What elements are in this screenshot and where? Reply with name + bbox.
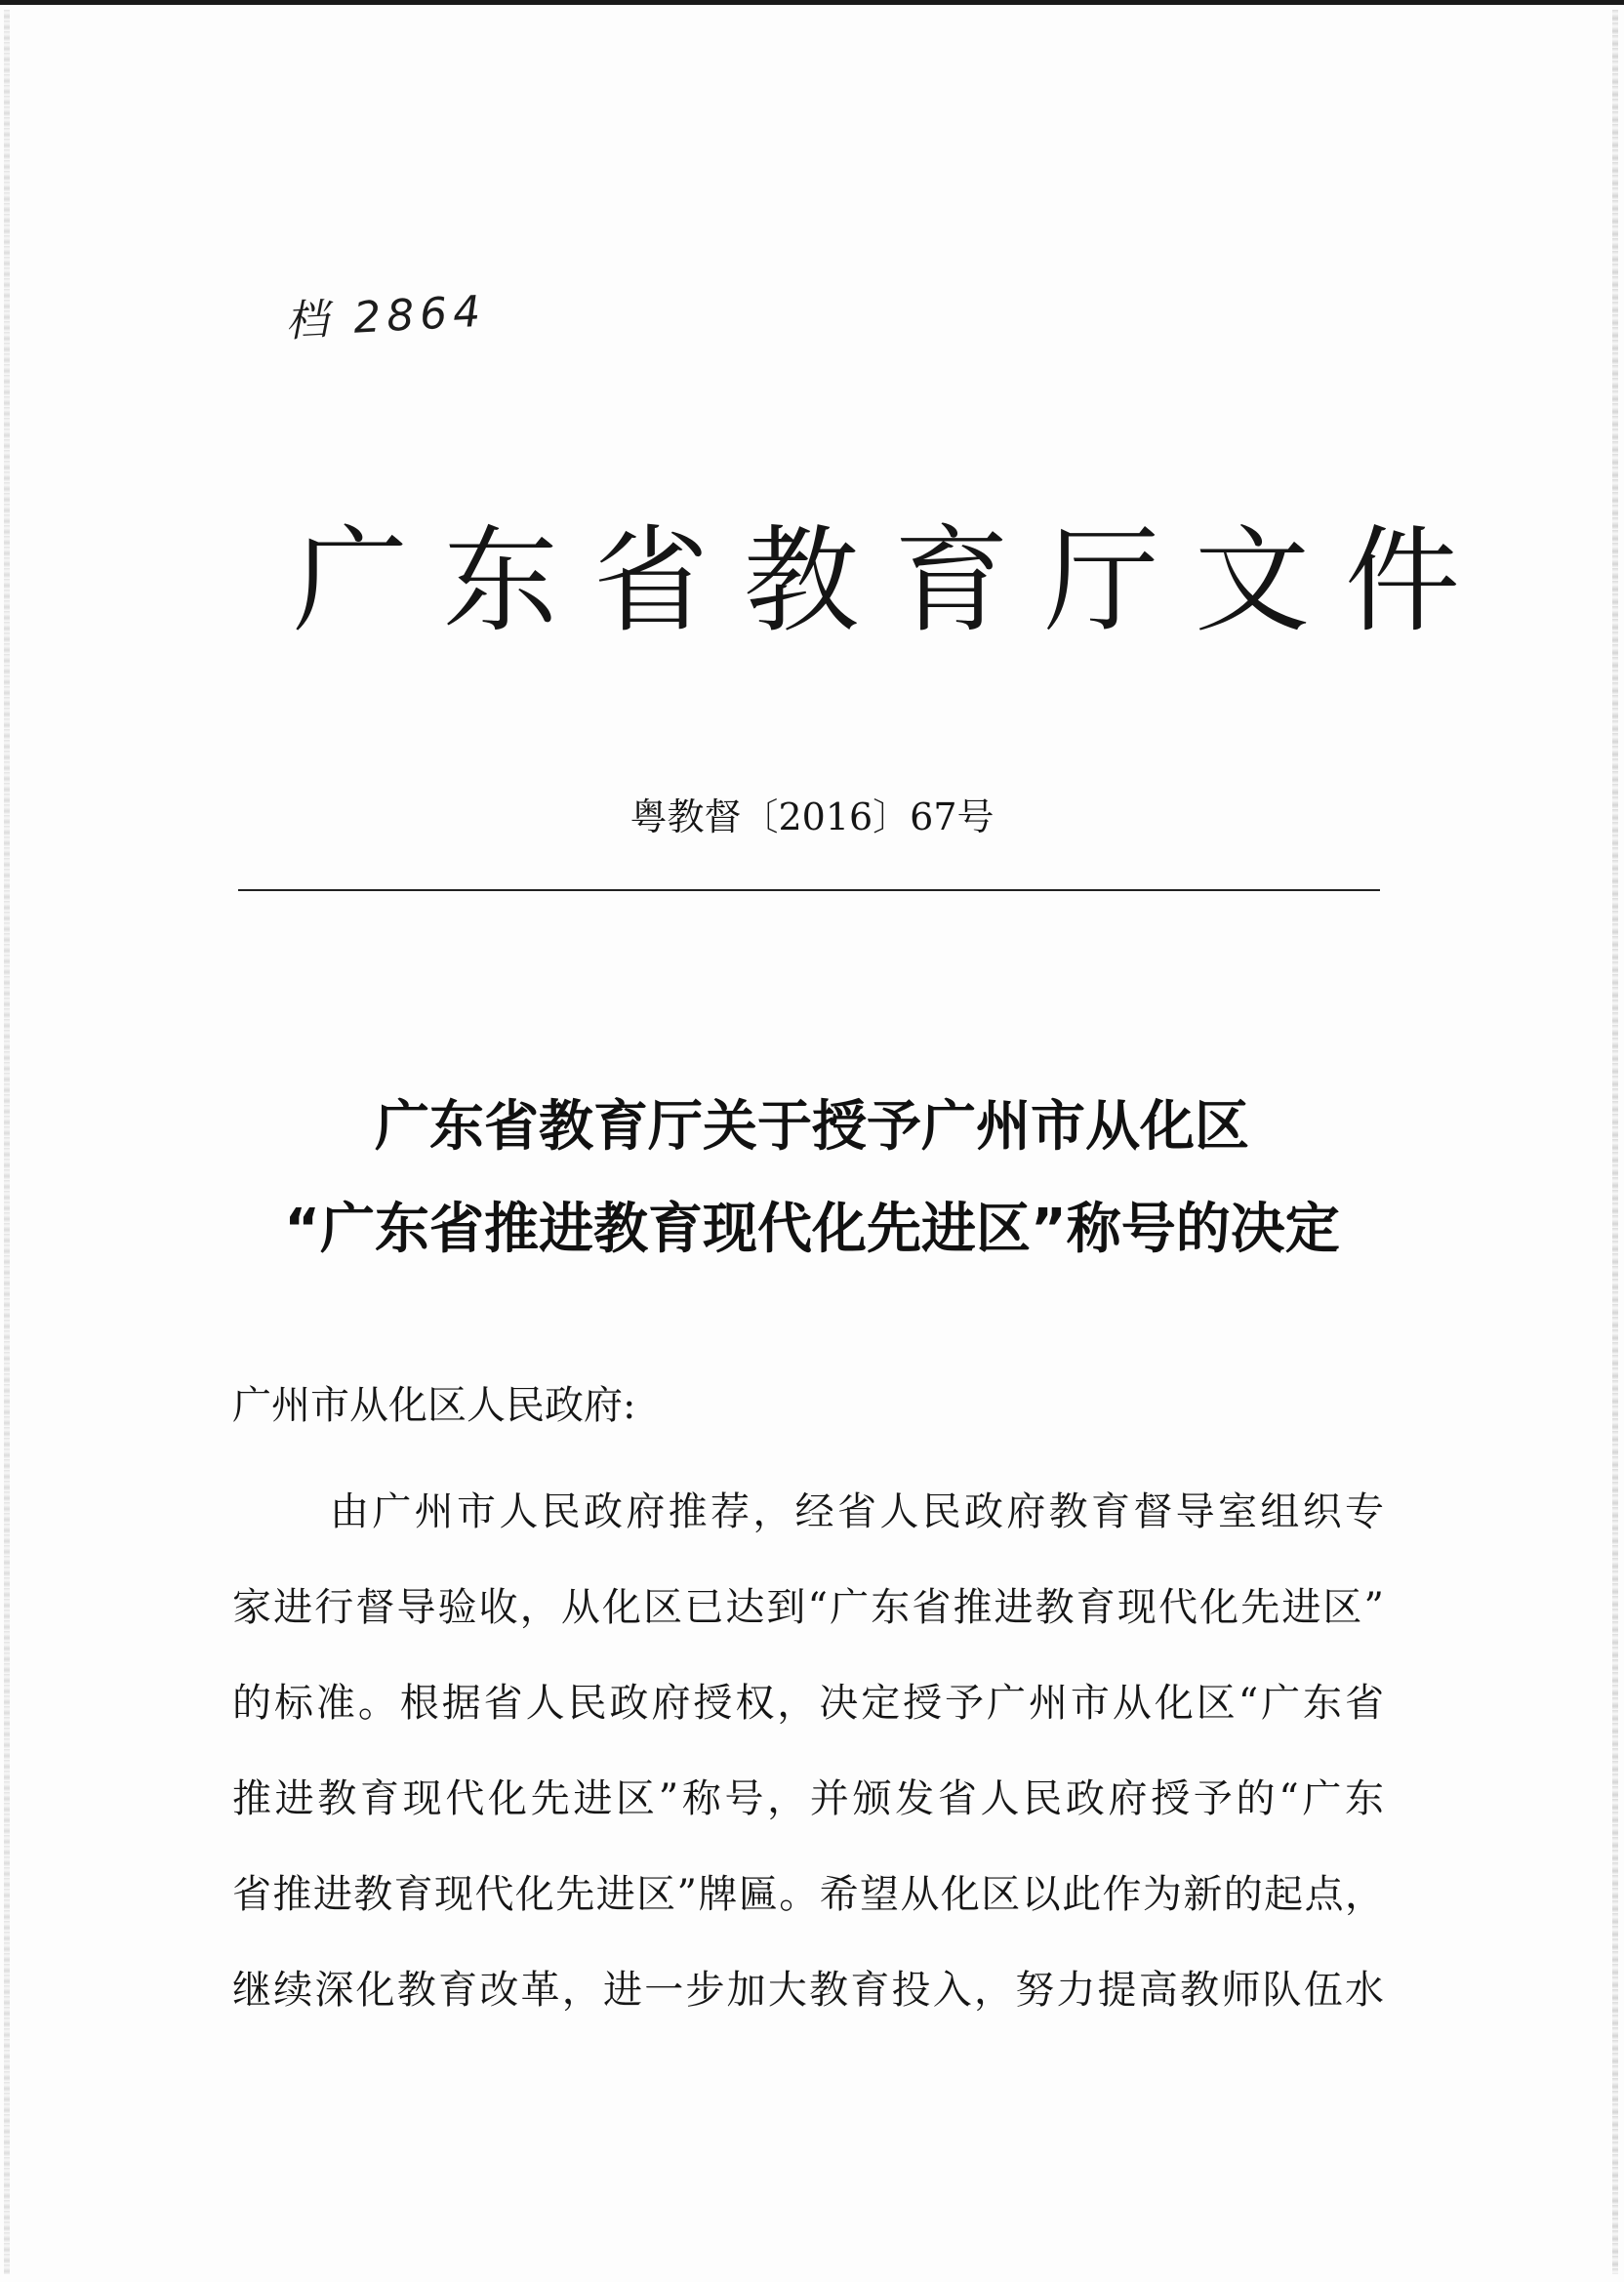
scan-top-border <box>0 0 1624 5</box>
body-line: 由广州市人民政府推荐，经省人民政府教育督导室组织专 <box>330 1489 1384 1534</box>
body-line: 推进教育现代化先进区”称号，并颁发省人民政府授予的“广东 <box>232 1776 1384 1821</box>
body-line: 的标准。根据省人民政府授权，决定授予广州市从化区“广东省 <box>232 1681 1384 1726</box>
document-title-line-2: “广东省推进教育现代化先进区”称号的决定 <box>284 1198 1340 1261</box>
document-body <box>232 1464 1384 2038</box>
handwritten-note: 档 2864 <box>284 286 488 347</box>
document-number: 粤教督〔2016〕67号 <box>629 795 995 838</box>
header-divider <box>238 889 1380 891</box>
body-line: 省推进教育现代化先进区”牌匾。希望从化区以此作为新的起点， <box>232 1872 1384 1917</box>
body-line: 家进行督导验收，从化区已达到“广东省推进教育现代化先进区” <box>232 1585 1384 1630</box>
salutation: 广州市从化区人民政府: <box>232 1383 636 1428</box>
document-header-title: 广东省教育厅文件 <box>293 513 1496 648</box>
document-title-line-1: 广东省教育厅关于授予广州市从化区 <box>375 1095 1249 1159</box>
body-line: 继续深化教育改革，进一步加大教育投入，努力提高教师队伍水 <box>232 1968 1384 2013</box>
